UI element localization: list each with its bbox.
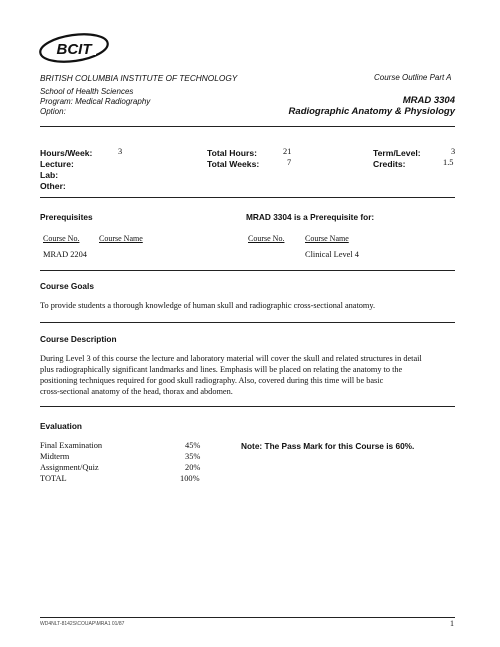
divider [40, 197, 455, 198]
hours-week-value: 3 [118, 147, 123, 156]
prereq-for-col-course-no: Course No. [248, 234, 285, 243]
prereq-col-course-no: Course No. [43, 234, 80, 243]
description-line: plus radiographically significant landmarks and lines. Emphasis will be placed on relating the anatomy to the [40, 365, 403, 374]
divider [40, 406, 455, 407]
option-label: Option: [40, 107, 66, 116]
evaluation-heading: Evaluation [40, 421, 82, 431]
logo-wordmark: BCIT [56, 41, 92, 58]
course-description-text [40, 353, 480, 397]
outline-part: Course Outline Part A [374, 73, 452, 82]
eval-final-label: Final Examination [40, 441, 103, 450]
eval-total-value: 100% [180, 474, 200, 483]
course-title: Radiographic Anatomy & Physiology [288, 106, 455, 117]
term-level-value: 3 [451, 147, 456, 156]
lab-label: Lab: [40, 170, 59, 180]
divider [40, 126, 455, 127]
hours-week-label: Hours/Week: [40, 148, 93, 158]
footer-divider [40, 617, 455, 618]
school-name: School of Health Sciences [40, 87, 134, 96]
bcit-logo [38, 30, 110, 66]
eval-total-label: TOTAL [40, 474, 67, 483]
course-code: MRAD 3304 [402, 95, 455, 106]
course-description-heading: Course Description [40, 334, 117, 344]
divider [40, 322, 455, 323]
lecture-label: Lecture: [40, 159, 74, 169]
credits-label: Credits: [373, 159, 406, 169]
description-line: cross-sectional anatomy of the head, thorax and abdomen. [40, 387, 233, 396]
prereq-course-no: MRAD 2204 [43, 250, 87, 259]
prereq-col-course-name: Course Name [99, 234, 143, 243]
total-hours-value: 21 [283, 147, 292, 156]
eval-midterm-label: Midterm [40, 452, 70, 461]
footer-code: WD4NLT-8142S\COUAP\MRA1 01/87 [40, 621, 125, 627]
course-goals-text: To provide students a thorough knowledge of human skull and radiographic cross-sectional anatomy. [40, 301, 376, 310]
page-number: 1 [450, 619, 454, 628]
eval-assignment-value: 20% [185, 463, 201, 472]
prereq-for-col-course-name: Course Name [305, 234, 349, 243]
description-line: During Level 3 of this course the lecture and laboratory material will cover the skull and related structures in detail [40, 354, 422, 363]
institute-name: BRITISH COLUMBIA INSTITUTE OF TECHNOLOGY [40, 73, 238, 83]
prerequisites-heading: Prerequisites [40, 212, 93, 222]
total-hours-label: Total Hours: [207, 148, 257, 158]
eval-final-value: 45% [185, 441, 201, 450]
course-goals-heading: Course Goals [40, 281, 94, 291]
term-level-label: Term/Level: [373, 148, 421, 158]
other-label: Other: [40, 181, 66, 191]
description-line: positioning techniques required for good skull radiography. Also, covered during this time will be basic [40, 376, 384, 385]
credits-value: 1.5 [443, 158, 454, 167]
divider [40, 270, 455, 271]
program-name: Program: Medical Radiography [40, 97, 151, 106]
eval-assignment-label: Assignment/Quiz [40, 463, 99, 472]
eval-midterm-value: 35% [185, 452, 201, 461]
total-weeks-label: Total Weeks: [207, 159, 260, 169]
total-weeks-value: 7 [287, 158, 292, 167]
pass-mark-note: Note: The Pass Mark for this Course is 60%. [241, 441, 415, 451]
prereq-for-course-name: Clinical Level 4 [305, 250, 359, 259]
prerequisite-for-heading: MRAD 3304 is a Prerequisite for: [246, 212, 375, 222]
